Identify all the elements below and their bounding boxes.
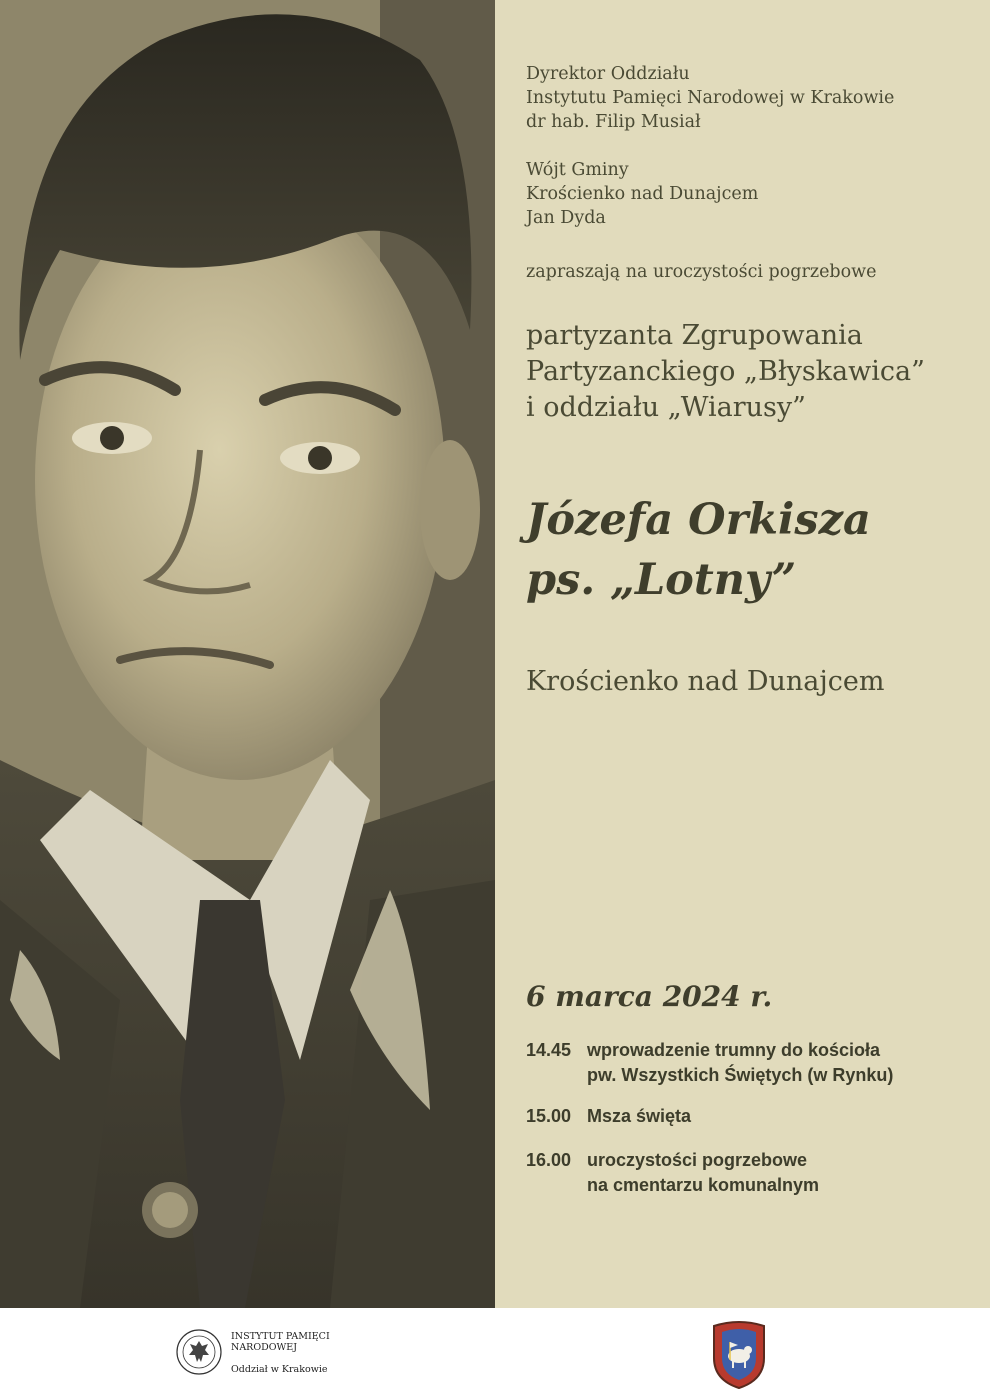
- schedule-line: wprowadzenie trumny do kościoła: [587, 1040, 881, 1060]
- ipn-name-line: NARODOWEJ: [231, 1342, 298, 1353]
- schedule-description: [587, 1104, 691, 1129]
- portrait-photo: [0, 0, 495, 1308]
- ipn-name-line: INSTYTUT PAMIĘCI: [231, 1331, 330, 1342]
- invitation-line: zapraszają na uroczystości pogrzebowe: [526, 262, 877, 282]
- subtitle: [526, 318, 925, 426]
- host-1-line: Instytutu Pamięci Narodowej w Krakowie: [526, 88, 895, 108]
- host-1-line: Dyrektor Oddziału: [526, 64, 690, 84]
- host-2-line: Jan Dyda: [526, 208, 606, 228]
- footer: [0, 1308, 990, 1400]
- host-2-line: Wójt Gminy: [526, 160, 629, 180]
- portrait-illustration: [0, 0, 495, 1308]
- deceased-name: [526, 490, 871, 610]
- schedule-line: pw. Wszystkich Świętych (w Rynku): [587, 1065, 894, 1085]
- schedule-line: na cmentarzu komunalnym: [587, 1175, 820, 1195]
- subtitle-line: Partyzanckiego „Błyskawica”: [526, 356, 925, 387]
- ipn-name: [231, 1331, 330, 1353]
- deceased-name-line: Józefa Orkisza: [526, 495, 871, 545]
- schedule-time: 14.45: [526, 1040, 572, 1060]
- subtitle-line: i oddziału „Wiarusy”: [526, 392, 806, 423]
- ipn-eagle-seal-icon: [175, 1328, 223, 1376]
- event-date: 6 marca 2024 r.: [526, 980, 773, 1013]
- host-2-line: Krościenko nad Dunajcem: [526, 184, 759, 204]
- invitation-panel: [495, 0, 990, 1308]
- place: Krościenko nad Dunajcem: [526, 666, 885, 697]
- subtitle-line: partyzanta Zgrupowania: [526, 320, 863, 351]
- schedule-time: 15.00: [526, 1106, 572, 1126]
- deceased-pseudonym: ps. „Lotny”: [526, 555, 797, 605]
- host-1: [526, 62, 894, 134]
- host-2: [526, 158, 758, 230]
- schedule-time: 16.00: [526, 1150, 572, 1170]
- schedule-description: [587, 1038, 893, 1088]
- schedule-line: uroczystości pogrzebowe: [587, 1150, 808, 1170]
- schedule-description: [587, 1148, 819, 1198]
- host-1-line: dr hab. Filip Musiał: [526, 112, 701, 132]
- kroscienko-coat-of-arms-icon: [710, 1318, 768, 1390]
- schedule-line: Msza święta: [587, 1106, 692, 1126]
- ipn-branch: Oddział w Krakowie: [231, 1364, 328, 1375]
